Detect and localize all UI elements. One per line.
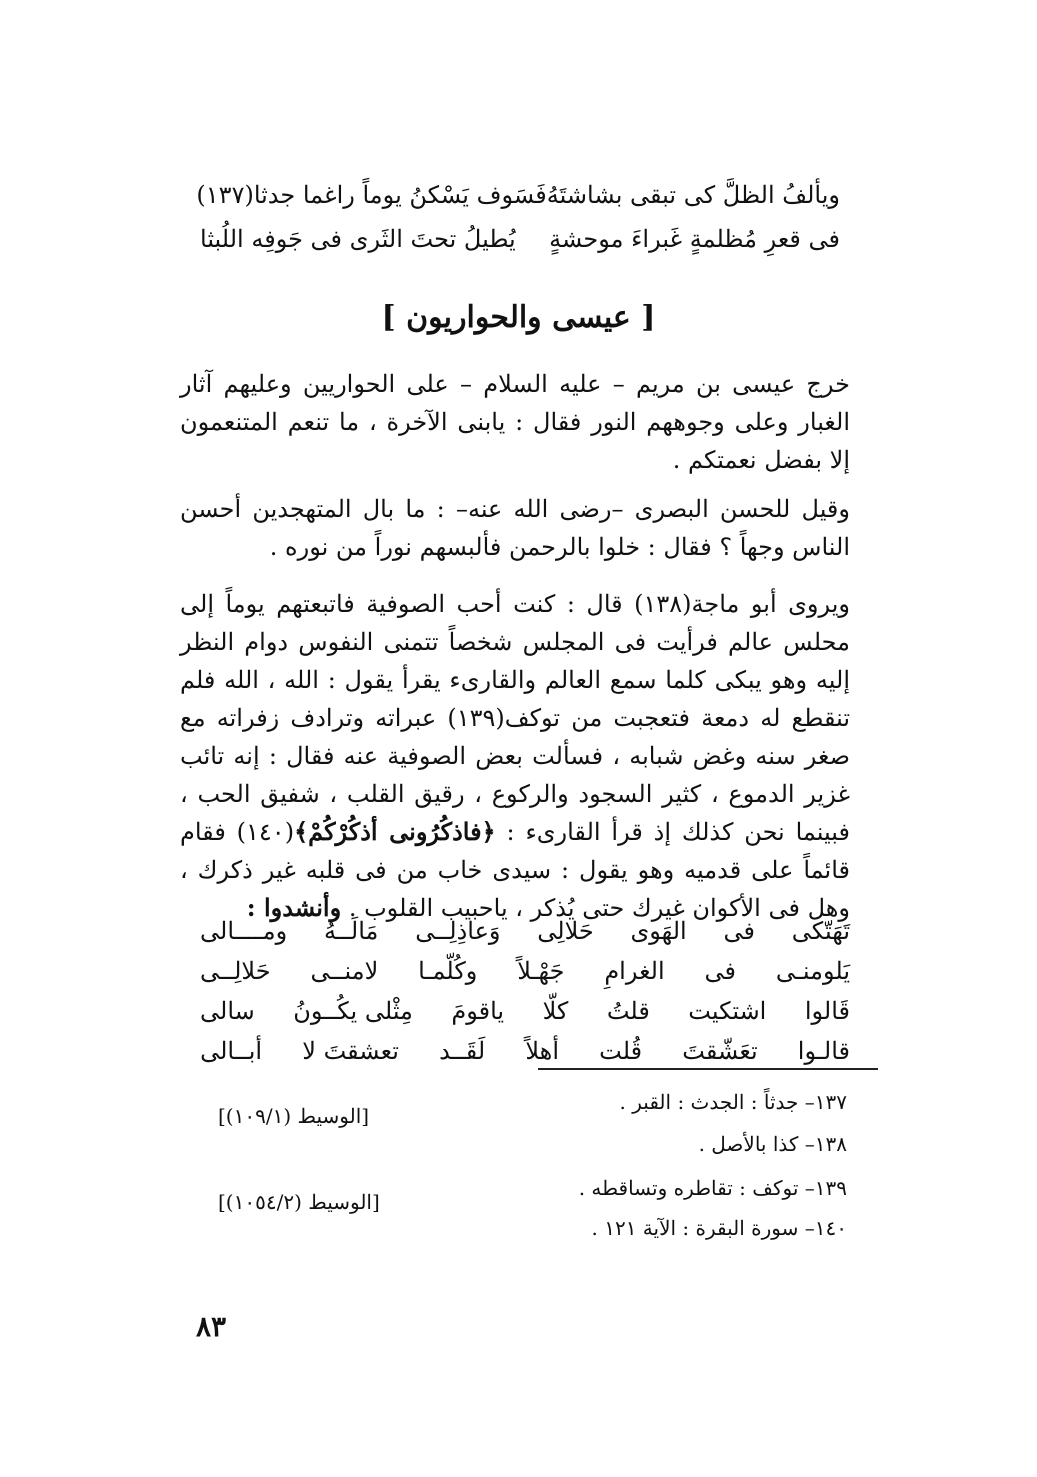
poem-word: تعَشّقتَ: [682, 1037, 758, 1065]
poem-word: مِثْلى يكُــونُ: [293, 997, 413, 1025]
verse-line: [200, 209, 840, 253]
recitation-label: وأنشدوا :: [246, 893, 342, 922]
footnote-divider: [538, 1068, 878, 1070]
paragraph-story: [180, 585, 850, 927]
footnote: ١٣٩– توكف : تقاطره وتساقطه .: [578, 1176, 847, 1200]
poem-word: أبــالى: [200, 1037, 263, 1065]
section-heading: [ عيسى والحواريون ]: [381, 300, 656, 335]
footnote: ١٣٧– جدثاً : الجدث : القبر .: [619, 1090, 847, 1114]
poem-word: يَلومنـى: [775, 957, 850, 985]
poem-word: مَالَــهُ: [324, 917, 379, 945]
verse-line: [196, 165, 840, 209]
story-text: ويروى أبو ماجة(١٣٨) قال : كنت أحب الصوفية فاتبعتهم يوماً إلى محلس عالم فرأيت فى المجلس شخصاً تتمنى النفوس دوام النظر إليه وهو يبكى كلما سمع العالم والقارىء يقرأ يقول : الله ، الله فلم تنقطع له دمعة فتعجبت من توكف(١٣٩) عبراته وترادف زفراته مع صغر سنه وغض شبابه ، فسألت بعض الصوفية عنه فقال : إنه تائب غزير الدموع ، كثير السجود والركوع ، رقيق القلب ، شفيق الحب ، فبينما نحن كذلك إذ قرأ القارىء :: [180, 590, 851, 846]
poem-word: حَلالِى: [537, 917, 594, 945]
poem-word: قُلت: [599, 1037, 643, 1065]
footnote-source: [الوسيط (١٠٩/١)]: [218, 1104, 370, 1128]
verse-hemistich-right: ويألفُ الظلَّ كى تبقى بشاشتَهُ: [546, 181, 840, 209]
verse-hemistich-right: فى قعرِ مُظلمةٍ غَبراءَ موحشةٍ: [549, 225, 840, 253]
poem-word: قَالوا: [804, 997, 850, 1025]
poem-word: كلّا: [542, 997, 569, 1025]
poem-word: لامنــى: [310, 957, 379, 985]
verse-hemistich-left: يُطيلُ تحتَ الثَرى فى جَوفِه اللُبثا: [200, 225, 516, 253]
poem-line: [200, 985, 850, 1025]
poem-word: فى: [723, 917, 755, 945]
top-verse: [196, 165, 840, 253]
poem: [200, 905, 850, 1065]
poem-word: الغرامِ: [604, 957, 665, 985]
poem-word: حَلالِــى: [200, 957, 271, 985]
quran-quote: ﴿فاذكُرُونى أذكُرْكُمْ﴾: [294, 817, 496, 846]
poem-word: لَقَــد: [439, 1037, 486, 1065]
poem-line: [200, 945, 850, 985]
poem-word: اشتكيت: [688, 997, 767, 1025]
page-number: ٨٣: [196, 1310, 227, 1343]
poem-word: قالـوا: [797, 1037, 850, 1065]
verse-hemistich-left: فَسَوف يَسْكنُ يوماً راغما جدثا(١٣٧): [196, 181, 547, 209]
story-text-cont: (١٤٠) فقام قائماً على قدميه وهو يقول : سيدى خاب من فى قلبه غير ذكرك ، وهل فى الأكوان غيرك حتى يُذكر ، ياحبيب القلوب .: [180, 818, 850, 922]
poem-word: جَهْـلاً: [517, 957, 565, 985]
poem-word: تعشقتَ لا: [302, 1037, 399, 1065]
footnote: ١٣٨– كذا بالأصل .: [698, 1132, 847, 1156]
paragraph: وقيل للحسن البصرى –رضى الله عنه– : ما بال المتهجدين أحسن الناس وجهاً ؟ فقال : خلوا بالرحمن فألبسهم نوراً من نوره .: [180, 495, 850, 561]
poem-word: وَعاذِلِــى: [415, 917, 501, 945]
poem-word: قلتُ: [606, 997, 650, 1025]
poem-word: الهَوى: [630, 917, 687, 945]
footnote-source: [الوسيط (١٠٥٤/٢)]: [218, 1190, 380, 1214]
poem-word: سالى: [200, 997, 255, 1025]
poem-word: أهلاً: [525, 1037, 560, 1065]
footnote: ١٤٠– سورة البقرة : الآية ١٢١ .: [591, 1216, 847, 1240]
paragraph: خرج عيسى بن مريم – عليه السلام – على الحواريين وعليهم آثار الغبار وعلى وجوههم النور فقال : يابنى الآخرة ، ما تنعم المتنعمون إلا بفضل نعمتكم .: [180, 370, 850, 474]
poem-line: [200, 905, 850, 945]
poem-word: فى: [704, 957, 736, 985]
poem-word: وكُلّمـا: [418, 957, 478, 985]
poem-line: [200, 1025, 850, 1065]
poem-word: ومــــالى: [200, 917, 288, 945]
poem-word: ياقومَ: [451, 997, 505, 1025]
poem-word: تَهَتّكى: [791, 917, 850, 945]
